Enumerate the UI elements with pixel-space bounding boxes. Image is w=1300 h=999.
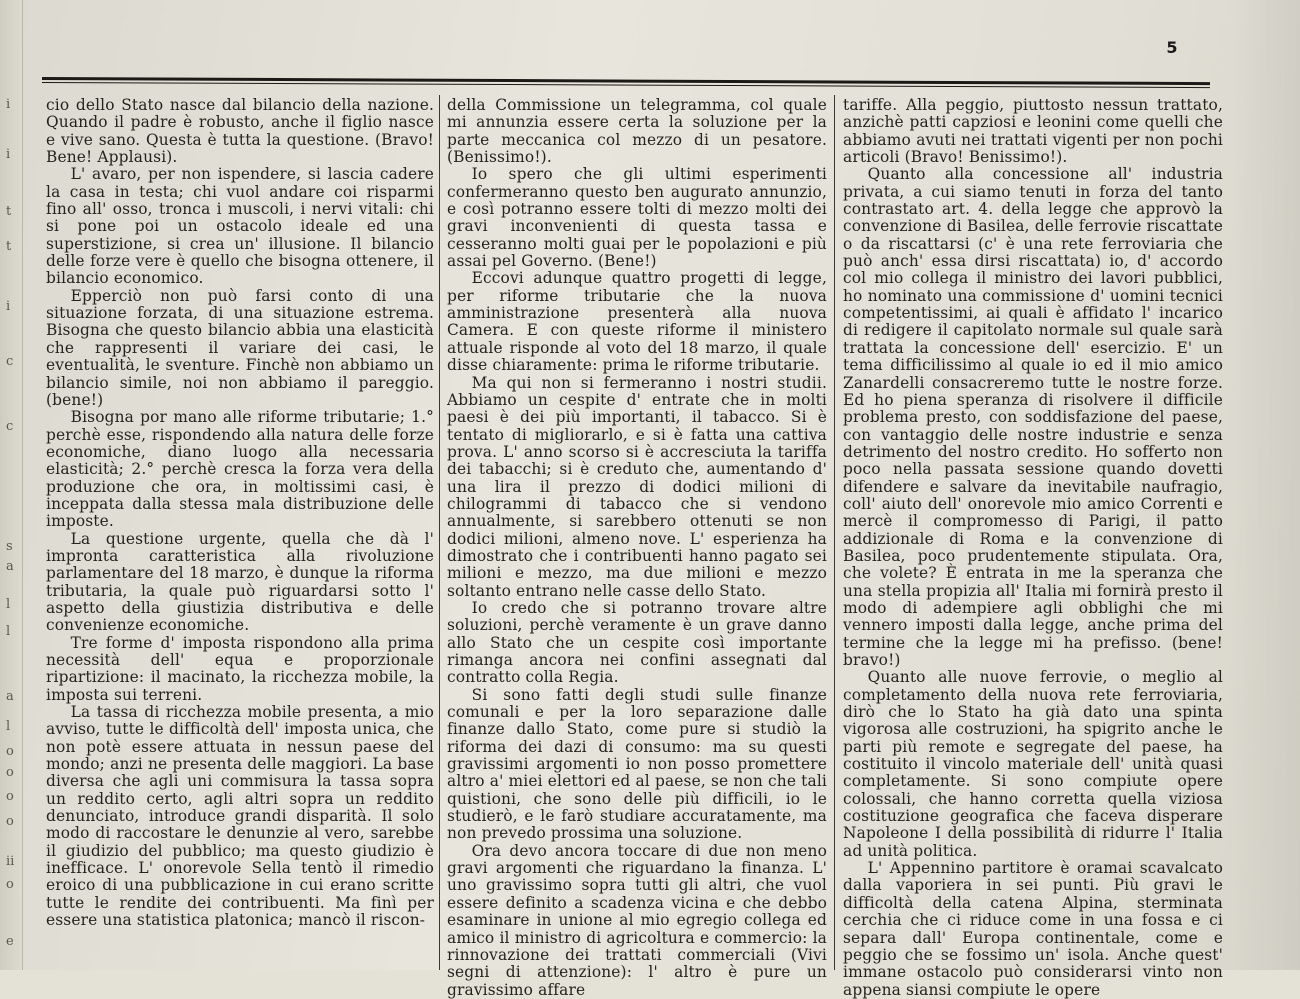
text-column-2 bbox=[447, 96, 827, 999]
margin-letter: i bbox=[6, 147, 11, 162]
text-column-3 bbox=[843, 96, 1223, 999]
margin-letter: e bbox=[6, 934, 14, 949]
paragraph: Ma qui non si fermeranno i nostri studii. Abbiamo un cespite d' entrate che in molti paesi è dei più importanti, il tabacco. Si è tentato di migliorarlo, e si è fatta una cattiva prova. L' anno scorso si è accresciuta la tariffa dei tabacchi; si è creduto che, aumentando d' una lira il prezzo di dodici milioni di chilogrammi di tabacco che si vendono annualmente, si sarebbero ottenuti se non dodici milioni, almeno nove. L' esperienza ha dimostrato che i contribuenti hanno pagato sei milioni e mezzo, ma due milioni e mezzo soltanto entrano nelle casse dello Stato. bbox=[447, 373, 827, 600]
margin-letter: t bbox=[6, 239, 12, 254]
margin-letter: t bbox=[6, 204, 12, 219]
margin-letter: c bbox=[6, 419, 14, 434]
paragraph: Bisogna por mano alle riforme tributarie; 1.° perchè esse, rispondendo alla natura delle forze economiche, diano luogo alla necessaria elasticità; 2.° perchè cresca la forza vera della produzione che ora, in moltissimi casi, è inceppata dalla stessa mala distribuzione delle imposte. bbox=[46, 408, 434, 531]
paragraph: La tassa di ricchezza mobile presenta, a mio avviso, tutte le difficoltà dell' imposta unica, che non potè essere attuata in nessun paese del mondo; anzi ne presenta delle maggiori. La base diversa che agli uni commisura la tassa sopra un reddito certo, agli altri sopra un reddito denunciato, introduce grandi disparità. Il solo modo di raccostare le denunzie al vero, sarebbe il giudizio del pubblico; ma questo giudizio è inefficace. L' onorevole Sella tentò il rimedio eroico di una pubblicazione in cui erano scritte tutte le rendite dei contribuenti. Ma finì per essere una statistica platonica; mancò il riscon- bbox=[46, 703, 434, 930]
margin-letter: o bbox=[6, 789, 14, 804]
margin-letter: l bbox=[6, 597, 11, 612]
margin-letter: a bbox=[6, 689, 14, 704]
paragraph: cio dello Stato nasce dal bilancio della nazione. Quando il padre è robusto, anche il figlio nasce e vive sano. Questa è tutta la questione. (Bravo! Bene! Applausi). bbox=[46, 96, 434, 167]
column-divider bbox=[834, 95, 835, 970]
paragraph: Quanto alle nuove ferrovie, o meglio al completamento della nuova rete ferroviaria, dirò che lo Stato ha già dato una spinta vigorosa alle costruzioni, ha spigrito anche le parti più remote e segregate del paese, ha costituito il vincolo materiale dell' unità quasi completamente. Si sono compiute opere colossali, che hanno corretta quella viziosa costituzione geografica che faceva disperare Napoleone I della possibilità di ridurre l' Italia ad unità politica. bbox=[843, 668, 1223, 860]
margin-letter: c bbox=[6, 354, 14, 369]
margin-letter: o bbox=[6, 744, 14, 759]
margin-letter: o bbox=[6, 814, 14, 829]
margin-letter: l bbox=[6, 719, 11, 734]
margin-letter: i bbox=[6, 299, 11, 314]
paragraph: Si sono fatti degli studi sulle finanze comunali e per la loro separazione dalle finanze dallo Stato, come pure si studiò la riforma dei dazi di consumo: ma su questi gravissimi argomenti io non posso promettere altro a' miei elettori ed al paese, se non che tali quistioni, che sono delle più difficili, io le studierò, e le farò studiare accuratamente, ma non prevedo prossima una soluzione. bbox=[447, 685, 827, 843]
paragraph: Tre forme d' imposta rispondono alla prima necessità dell' equa e proporzionale ripartizione: il macinato, la ricchezza mobile, la imposta sui terreni. bbox=[46, 633, 434, 704]
previous-page-edge bbox=[0, 0, 23, 970]
paragraph: Eccovi adunque quattro progetti di legge, per riforme tributarie che la nuova amministrazione presenterà alla nuova Camera. E con queste riforme il ministero attuale risponde al voto del 18 marzo, il quale disse chiaramente: prima le riforme tributarie. bbox=[447, 269, 827, 375]
text-column-1 bbox=[46, 97, 434, 970]
paragraph: L' avaro, per non ispendere, si lascia cadere la casa in testa; chi vuol andare coi risparmi fino all' osso, tronca i muscoli, i nervi vitali: chi si pone poi un ostacolo ideale ed una superstizione, si crea un' illusione. Il bilancio delle forze vere è quello che bisogna ottenere, il bilancio economico. bbox=[46, 165, 434, 288]
paragraph: Epperciò non può farsi conto di una situazione forzata, di una situazione estrema. Bisogna che questo bilancio abbia una elasticità che rappresenti il variare dei casi, le eventualità, le sventure. Finchè non abbiamo un bilancio simile, noi non abbiamo il pareggio. (bene!) bbox=[46, 286, 434, 409]
margin-letter: o bbox=[6, 877, 14, 892]
margin-letter: o bbox=[6, 765, 14, 780]
column-divider bbox=[439, 95, 440, 970]
paragraph: tariffe. Alla peggio, piuttosto nessun trattato, anzichè patti capziosi e leonini come quelli che abbiamo avuti nei trattati vigenti per non pochi articoli (Bravo! Benissimo!). bbox=[843, 96, 1223, 167]
margin-letter: a bbox=[6, 559, 14, 574]
paragraph: Io credo che si potranno trovare altre soluzioni, perchè veramente è un grave danno allo Stato che un cespite così importante rimanga ancora nei confini assegnati dal contratto colla Regia. bbox=[447, 598, 827, 687]
paragraph: La questione urgente, quella che dà l' impronta caratteristica alla rivoluzione parlamentare del 18 marzo, è dunque la riforma tributaria, la quale può riguardarsi sotto l' aspetto della giustizia distributiva e delle convenienze economiche. bbox=[46, 529, 434, 635]
page-right-margin bbox=[1232, 0, 1300, 970]
paragraph: della Commissione un telegramma, col quale mi annunzia essere certa la soluzione per la parte meccanica col mezzo di un pesatore. (Benissimo!). bbox=[447, 96, 827, 167]
paragraph: Io spero che gli ultimi esperimenti confermeranno questo ben augurato annunzio, e così potranno essere tolti di mezzo molti dei gravi inconvenienti di questa tassa e cesseranno molti guai per le popolazioni e più assai pel Governo. (Bene!) bbox=[447, 165, 827, 271]
margin-letter: ii bbox=[6, 854, 15, 869]
paragraph: L' Appennino partitore è oramai scavalcato dalla vaporiera in sei punti. Più gravi le difficoltà della catena Alpina, sterminata cerchia che ci riduce come in una fossa e ci separa dall' Europa continentale, come e peggio che se fossimo un' isola. Anche quest' immane ostacolo può considerarsi vinto non appena siansi compiute le opere bbox=[843, 859, 1223, 999]
paragraph: Quanto alla concessione all' industria privata, a cui siamo tenuti in forza del tanto contrastato art. 4. della legge che approvò la convenzione di Basilea, delle ferrovie riscattate o da riscattarsi (c' è una rete ferroviaria che può anch' essa dirsi riscattata) io, d' accordo col mio collega il ministro dei lavori pubblici, ho nominato una commissione d' uomini tecnici competentissimi, ai quali è affidato l' incarico di redigere il capitolato normale sul quale sarà trattata la concessione dell' esercizio. E' un tema difficilissimo al quale io ed il mio amico Zanardelli consacreremo tutte le nostre forze. Ed ho piena speranza di risolvere il difficile problema presto, con soddisfazione del paese, con vantaggio delle nostre industrie e senza detrimento del nostro credito. Ho sofferto non poco nella passata sessione quando dovetti difendere e salvare da inevitabile naufragio, coll' aiuto dell' onorevole mio amico Correnti e mercè il compromesso di Parigi, il patto addizionale di Roma e la convenzione di Basilea, poco prudentemente stipulata. Ora, che volete? È entrata in me la speranza che una stella propizia all' Italia mi fornirà presto il modo di adempiere agli obblighi che mi vennero imposti dalla legge, anche prima del termine che la legge mi ha prefisso. (bene! bravo!) bbox=[843, 165, 1223, 669]
margin-letter: l bbox=[6, 624, 11, 639]
margin-letter: s bbox=[6, 539, 13, 554]
margin-letter: i bbox=[6, 97, 11, 112]
paragraph: Ora devo ancora toccare di due non meno gravi argomenti che riguardano la finanza. L' uno gravissimo sopra tutti gli altri, che vuol essere definito a scadenza vicina e che debbo esaminare in unione al mio egregio collega ed amico il ministro di agricoltura e commercio: la rinnovazione dei trattati commerciali (Vivi segni di attenzione): l' altro è pure un gravissimo affare bbox=[447, 841, 827, 999]
page-number: 5 bbox=[1166, 38, 1178, 57]
